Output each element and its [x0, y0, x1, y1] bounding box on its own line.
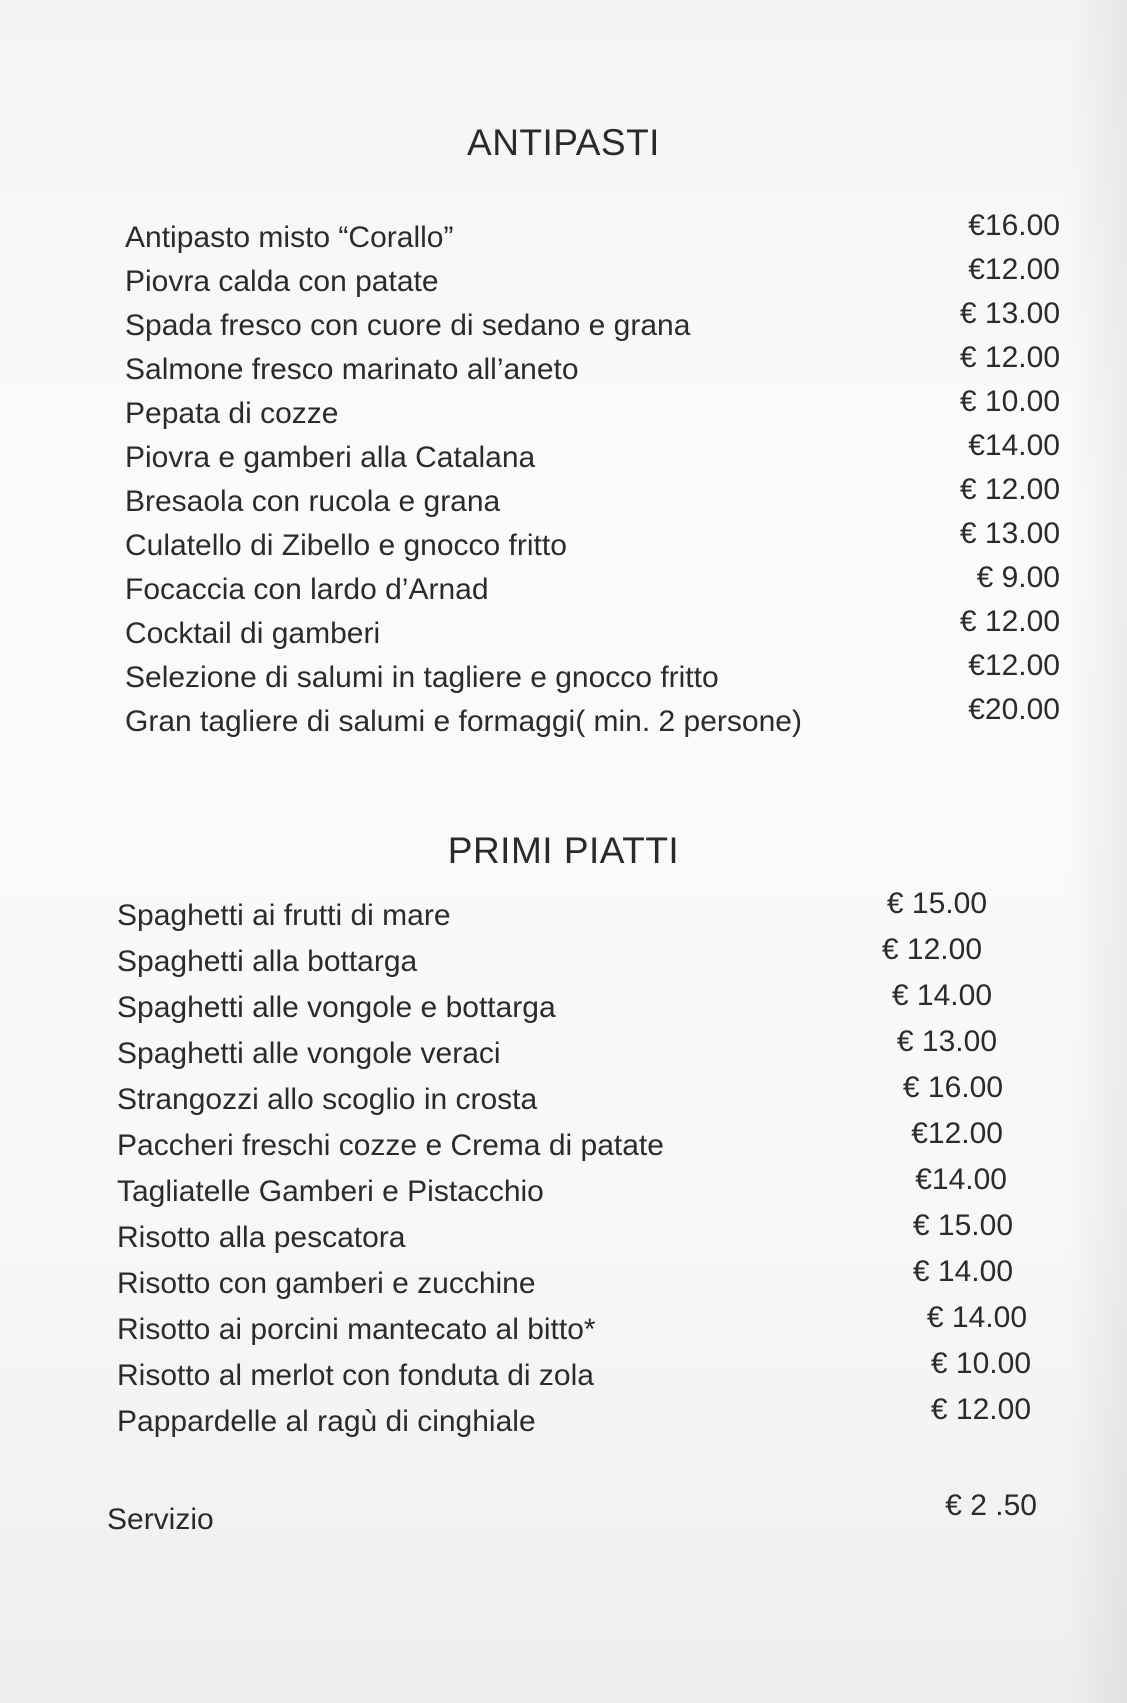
item-price: € 13.00: [959, 297, 1060, 330]
item-price: € 14.00: [926, 1301, 1027, 1334]
item-price: € 10.00: [930, 1347, 1031, 1380]
list-item: [125, 340, 1060, 384]
item-price: € 12.00: [959, 473, 1060, 506]
list-item: [117, 1392, 1037, 1438]
item-price: €12.00: [968, 253, 1060, 286]
item-name: Spada fresco con cuore di sedano e grana: [125, 309, 691, 342]
list-item: [125, 252, 1060, 296]
list-item: [117, 1024, 1037, 1070]
item-price: €12.00: [911, 1117, 1003, 1150]
item-price: € 15.00: [886, 887, 987, 920]
item-price: €14.00: [968, 429, 1060, 462]
primi-piatti-list: [117, 886, 1037, 1438]
item-name: Spaghetti ai frutti di mare: [117, 899, 451, 932]
list-item: [117, 1346, 1037, 1392]
item-price: € 16.00: [902, 1071, 1003, 1104]
list-item: [117, 1208, 1037, 1254]
item-name: Gran tagliere di salumi e formaggi( min. 2 persone): [125, 705, 802, 738]
antipasti-title: ANTIPASTI: [467, 122, 660, 163]
list-item: [125, 560, 1060, 604]
item-name: Risotto alla pescatora: [117, 1221, 406, 1254]
list-item: [117, 1300, 1037, 1346]
item-price: € 14.00: [912, 1255, 1013, 1288]
item-price: €16.00: [968, 209, 1060, 242]
item-name: Spaghetti alle vongole e bottarga: [117, 991, 556, 1024]
item-price: € 14.00: [891, 979, 992, 1012]
item-name: Bresaola con rucola e grana: [125, 485, 501, 518]
list-item: [125, 648, 1060, 692]
item-price: € 9.00: [976, 561, 1060, 594]
item-name: Tagliatelle Gamberi e Pistacchio: [117, 1175, 544, 1208]
item-price: €12.00: [968, 649, 1060, 682]
list-item: [117, 886, 1037, 932]
item-name: Culatello di Zibello e gnocco fritto: [125, 529, 567, 562]
list-item: [125, 384, 1060, 428]
item-name: Salmone fresco marinato all’aneto: [125, 353, 579, 386]
list-item: [125, 428, 1060, 472]
item-price: € 10.00: [959, 385, 1060, 418]
item-name: Risotto al merlot con fonduta di zola: [117, 1359, 594, 1392]
item-name: Spaghetti alla bottarga: [117, 945, 418, 978]
item-name: Piovra e gamberi alla Catalana: [125, 441, 536, 474]
list-item: [125, 208, 1060, 252]
item-name: Pappardelle al ragù di cinghiale: [117, 1405, 536, 1438]
primi-piatti-title: PRIMI PIATTI: [447, 830, 680, 871]
list-item: [117, 978, 1037, 1024]
item-price: € 15.00: [912, 1209, 1013, 1242]
item-price: € 13.00: [896, 1025, 997, 1058]
item-price: € 12.00: [930, 1393, 1031, 1426]
list-item: [125, 604, 1060, 648]
item-name: Piovra calda con patate: [125, 265, 439, 298]
list-item: [125, 516, 1060, 560]
item-name: Paccheri freschi cozze e Crema di patate: [117, 1129, 664, 1162]
item-name: Focaccia con lardo d’Arnad: [125, 573, 489, 606]
item-name: Risotto con gamberi e zucchine: [117, 1267, 536, 1300]
service-label: Servizio: [107, 1503, 214, 1536]
item-price: € 12.00: [959, 341, 1060, 374]
item-name: Cocktail di gamberi: [125, 617, 381, 650]
item-name: Antipasto misto “Corallo”: [125, 221, 454, 254]
service-charge: [107, 1490, 1037, 1534]
item-price: €20.00: [968, 693, 1060, 726]
list-item: [125, 472, 1060, 516]
list-item: [117, 1116, 1037, 1162]
list-item: [117, 932, 1037, 978]
item-name: Spaghetti alle vongole veraci: [117, 1037, 501, 1070]
list-item: [117, 1162, 1037, 1208]
item-price: € 12.00: [881, 933, 982, 966]
list-item: [125, 692, 1060, 736]
item-price: €14.00: [915, 1163, 1007, 1196]
antipasti-list: [125, 208, 1060, 736]
list-item: [117, 1070, 1037, 1116]
list-item: [125, 296, 1060, 340]
item-price: € 12.00: [959, 605, 1060, 638]
item-name: Strangozzi allo scoglio in crosta: [117, 1083, 538, 1116]
service-price: € 2 .50: [945, 1489, 1037, 1522]
item-price: € 13.00: [959, 517, 1060, 550]
item-name: Pepata di cozze: [125, 397, 339, 430]
list-item: [117, 1254, 1037, 1300]
item-name: Risotto ai porcini mantecato al bitto*: [117, 1313, 596, 1346]
item-name: Selezione di salumi in tagliere e gnocco fritto: [125, 661, 719, 694]
